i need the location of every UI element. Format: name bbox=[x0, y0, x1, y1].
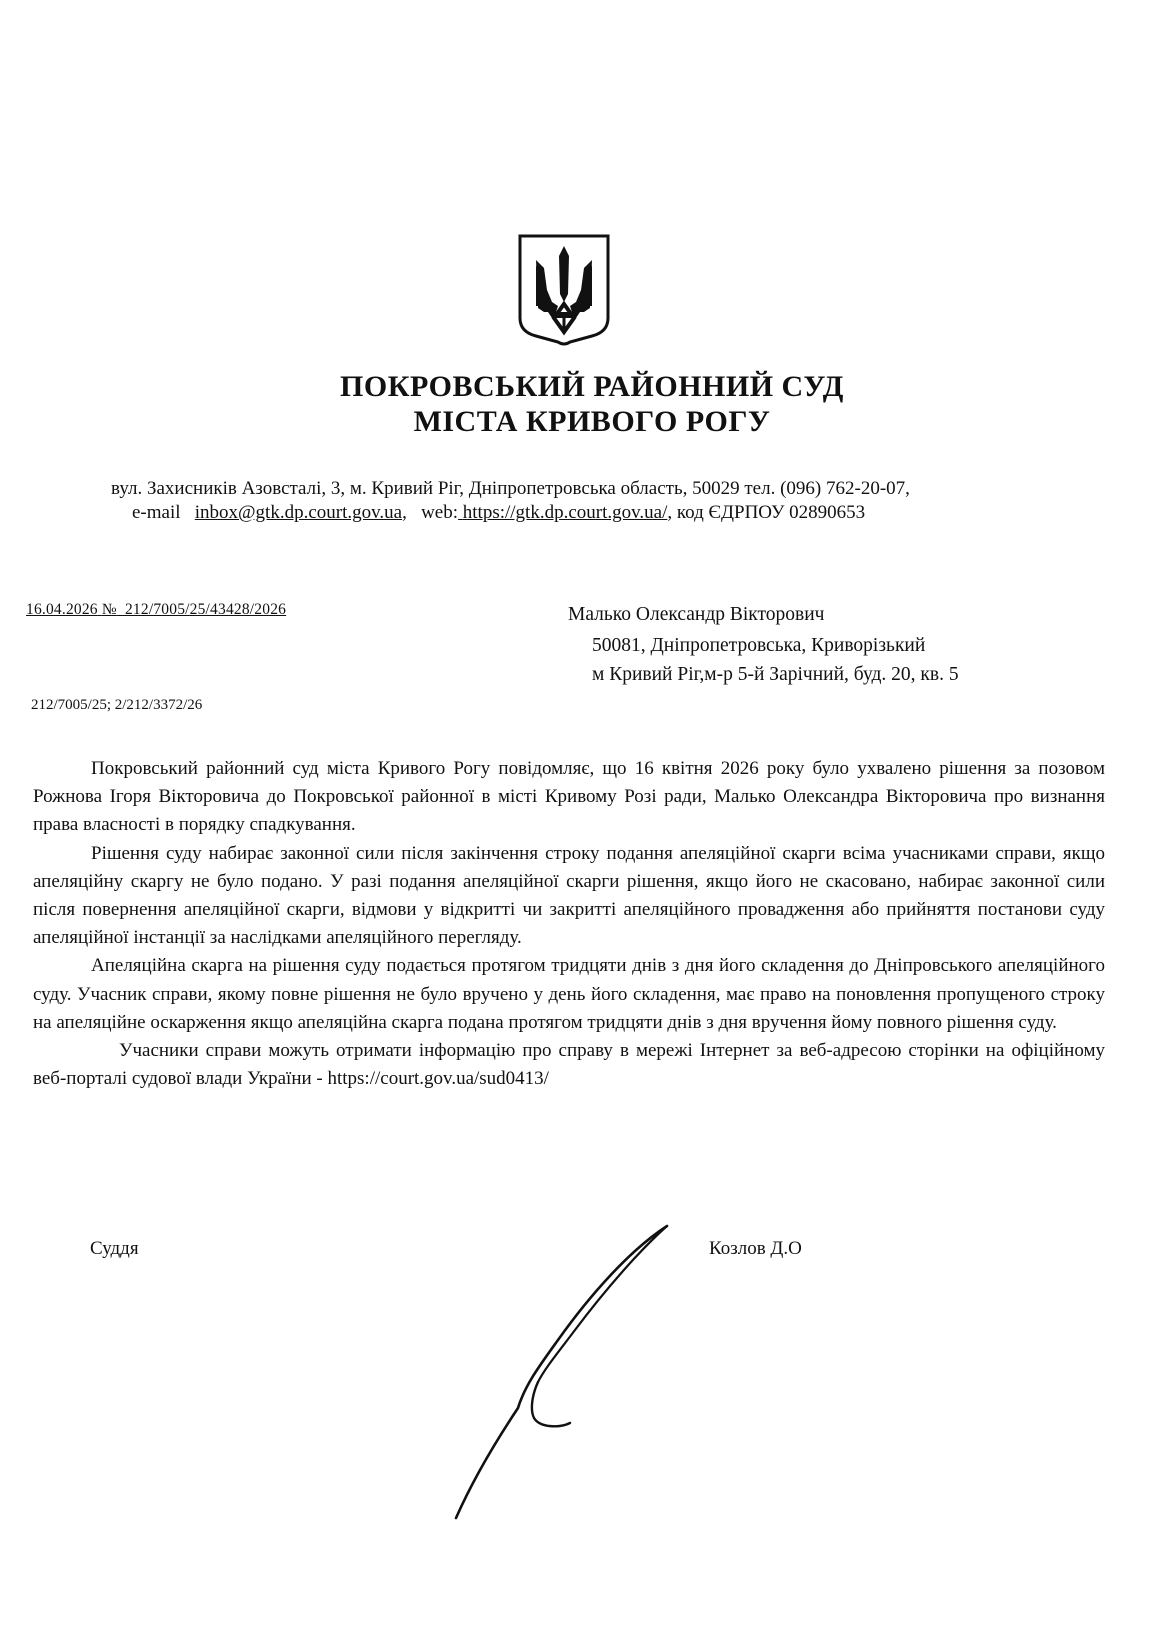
email-link[interactable]: inbox@gtk.dp.court.gov.ua bbox=[194, 502, 403, 523]
web-link[interactable]: https://gtk.dp.court.gov.ua/ bbox=[462, 502, 668, 523]
coat-of-arms-icon bbox=[514, 232, 614, 352]
number-sign: № bbox=[101, 601, 117, 618]
code-label: код ЄДРПОУ bbox=[676, 502, 785, 523]
body-paragraph-online-info: Учасники справи можуть отримати інформацію про справу в мережі Інтернет за веб-адресою сторінки на офіційному веб-порталі судової влади України - https://court.gov.ua/sud0413/ bbox=[33, 1040, 1105, 1090]
body-paragraph-appeal: Апеляційна скарга на рішення суду подається протягом тридцяти днів з дня його складення до Дніпровського апеляційного суду. Учасник справи, якому повне рішення не було вручено у день його складення, має право на поновлення пропущеного строку на апеляційне оскарження якщо апеляційна скарга подана протягом тридцяти днів з дня вручення йому повного рішення суду. bbox=[33, 955, 1105, 1033]
web-label: web: bbox=[421, 502, 459, 523]
recipient-address-line2: м Кривий Ріг,м-р 5-й Зарічний, буд. 20, кв. 5 bbox=[592, 664, 959, 685]
case-numbers: 212/7005/25; 2/212/3372/26 bbox=[31, 697, 203, 713]
court-address: вул. Захисників Азовсталі, 3, м. Кривий Ріг, Дніпропетровська область, 50029 тел. (096) 762-20-07, bbox=[111, 478, 910, 499]
recipient-name: Малько Олександр Вікторович bbox=[568, 604, 825, 625]
registration-line bbox=[26, 601, 286, 619]
recipient-address-line1: 50081, Дніпропетровська, Криворізький bbox=[592, 635, 926, 656]
body-paragraph-decision: Покровський районний суд міста Кривого Рогу повідомляє, що 16 квітня 2026 року було ухвалено рішення за позовом Рожнова Ігоря Вікторовича до Покровської районної в місті Кривому Розі ради, Малько Олександра Вікторовича про визнання права власності в порядку спадкування. bbox=[33, 758, 1105, 836]
court-name-line1: ПОКРОВСЬКИЙ РАЙОННИЙ СУД bbox=[340, 370, 844, 403]
code-value: 02890653 bbox=[789, 502, 866, 523]
court-contacts: e-mail inbox@gtk.dp.court.gov.ua, web: https://gtk.dp.court.gov.ua/, код ЄДРПОУ 02890653 bbox=[132, 502, 866, 523]
registration-number: 212/7005/25/43428/2026 bbox=[124, 601, 287, 618]
body-paragraph-legal-force: Рішення суду набирає законної сили після закінчення строку подання апеляційної скарги всіма учасниками справи, якщо апеляційну скаргу не було подано. У разі подання апеляційної скарги рішення, якщо його не скасовано, набирає законної сили після повернення апеляційної скарги, відмови у відкритті чи закритті апеляційного провадження або прийняття постанови суду апеляційної інстанції за наслідками апеляційного перегляду. bbox=[33, 842, 1105, 949]
registration-date: 16.04.2026 bbox=[26, 601, 98, 618]
court-name-line2: МІСТА КРИВОГО РОГУ bbox=[413, 405, 771, 438]
judge-name: Козлов Д.О bbox=[709, 1238, 802, 1259]
email-label: e-mail bbox=[132, 502, 181, 523]
judge-label: Суддя bbox=[90, 1238, 139, 1259]
letter-body bbox=[33, 755, 1105, 1093]
handwritten-signature-icon bbox=[400, 1220, 680, 1520]
